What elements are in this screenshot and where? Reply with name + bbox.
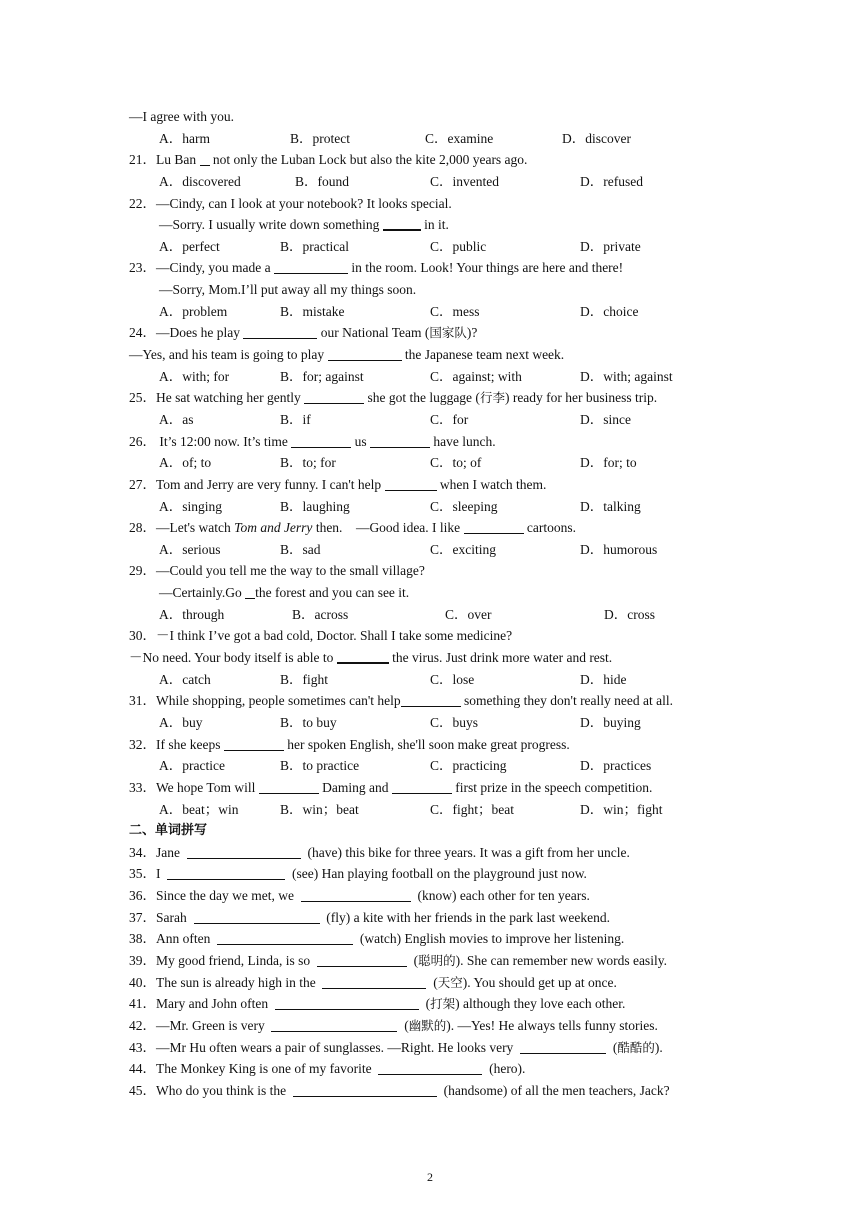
question-32-options: [129, 755, 739, 777]
option-d[interactable]: D．with; against: [580, 368, 673, 384]
question-23: 23．—Cindy, you made a in the room. Look! Your things are here and there!: [129, 260, 624, 276]
question-30: 30．－I think I’ve got a bad cold, Doctor. Shall I take some medicine?: [129, 628, 513, 644]
spelling-35: 35．I (see) Han playing football on the playground just now.: [129, 866, 587, 882]
question-29-options: [129, 604, 739, 626]
option-a[interactable]: A．practice: [159, 758, 225, 774]
option-d[interactable]: D．choice: [580, 303, 639, 319]
question-27: 27．Tom and Jerry are very funny. I can't help when I watch them.: [129, 476, 547, 492]
option-a[interactable]: A．discovered: [159, 173, 241, 189]
option-b[interactable]: B．win；beat: [280, 801, 359, 817]
spelling-38: 38．Ann often (watch) English movies to improve her listening.: [129, 931, 625, 947]
option-c[interactable]: C．examine: [425, 130, 494, 146]
spelling-41: 41．Mary and John often (打架) although they love each other.: [129, 996, 626, 1012]
option-c[interactable]: C．practicing: [430, 758, 507, 774]
option-b[interactable]: B．to; for: [280, 455, 336, 471]
option-d[interactable]: D．humorous: [580, 541, 658, 557]
option-a[interactable]: A．catch: [159, 671, 211, 687]
question-21-options: [129, 171, 739, 193]
option-a[interactable]: A．problem: [159, 303, 228, 319]
option-a[interactable]: A．perfect: [159, 238, 220, 254]
spelling-44: 44．The Monkey King is one of my favorite (hero).: [129, 1061, 526, 1077]
question-24-line2: —Yes, and his team is going to play the Japanese team next week.: [129, 347, 565, 363]
spelling-43: 43．—Mr Hu often wears a pair of sunglasses. —Right. He looks very (酷酷的).: [129, 1039, 663, 1055]
option-d[interactable]: D．since: [580, 411, 631, 427]
question-25-options: [129, 409, 739, 431]
option-d[interactable]: D．win；fight: [580, 801, 663, 817]
option-d[interactable]: D．buying: [580, 714, 641, 730]
question-31: 31．While shopping, people sometimes can't help something they don't really need at all.: [129, 693, 674, 709]
option-a[interactable]: A．serious: [159, 541, 221, 557]
question-28: 28．—Let's watch Tom and Jerry then. —Good idea. I like cartoons.: [129, 520, 577, 536]
option-c[interactable]: C．buys: [430, 714, 479, 730]
option-b[interactable]: B．mistake: [280, 303, 345, 319]
option-c[interactable]: C．for: [430, 411, 469, 427]
option-c[interactable]: C．mess: [430, 303, 480, 319]
question-23-line2: —Sorry, Mom.I’ll put away all my things soon.: [159, 282, 417, 298]
page-number: 2: [427, 1170, 433, 1184]
option-d[interactable]: D．talking: [580, 498, 641, 514]
option-b[interactable]: B．fight: [280, 671, 329, 687]
question-21: 21．Lu Ban not only the Luban Lock but also the kite 2,000 years ago.: [129, 152, 528, 168]
option-c[interactable]: C．invented: [430, 173, 499, 189]
option-a[interactable]: A．buy: [159, 714, 203, 730]
option-b[interactable]: B．practical: [280, 238, 349, 254]
option-c[interactable]: C．sleeping: [430, 498, 498, 514]
question-32: 32．If she keeps her spoken English, she'll soon make great progress.: [129, 736, 570, 752]
option-a[interactable]: A．with; for: [159, 368, 230, 384]
option-a[interactable]: A．harm: [159, 130, 210, 146]
option-c[interactable]: C．over: [445, 606, 492, 622]
question-26: 26． It’s 12:00 now. It’s time us have lunch.: [129, 433, 496, 449]
spelling-34: 34．Jane (have) this bike for three years. It was a gift from her uncle.: [129, 844, 630, 860]
option-d[interactable]: D．discover: [562, 130, 631, 146]
question-30-options: [129, 669, 739, 691]
option-a[interactable]: A．beat；win: [159, 801, 239, 817]
option-a[interactable]: A．of; to: [159, 455, 212, 471]
spelling-40: 40．The sun is already high in the (天空). You should get up at once.: [129, 974, 617, 990]
option-a[interactable]: A．singing: [159, 498, 223, 514]
question-31-options: [129, 712, 739, 734]
spelling-42: 42．—Mr. Green is very (幽默的). —Yes! He always tells funny stories.: [129, 1017, 658, 1033]
spelling-37: 37．Sarah (fly) a kite with her friends in the park last weekend.: [129, 909, 611, 925]
question-22: 22．—Cindy, can I look at your notebook? It looks special.: [129, 195, 452, 211]
option-a[interactable]: A．through: [159, 606, 225, 622]
exam-content: [129, 106, 739, 1101]
question-28-options: [129, 539, 739, 561]
question-26-options: [129, 452, 739, 474]
section-2-title: 二、单词拼写: [129, 823, 208, 839]
option-d[interactable]: D．cross: [604, 606, 655, 622]
option-d[interactable]: D．for; to: [580, 455, 637, 471]
question-22-line2: —Sorry. I usually write down something in it.: [159, 217, 449, 233]
option-c[interactable]: C．lose: [430, 671, 475, 687]
question-24-options: [129, 366, 739, 388]
question-23-options: [129, 301, 739, 323]
option-d[interactable]: D．refused: [580, 173, 643, 189]
option-b[interactable]: B．for; against: [280, 368, 364, 384]
question-29-line2: —Certainly.Go the forest and you can see it.: [159, 585, 410, 601]
option-d[interactable]: D．practices: [580, 758, 652, 774]
question-29: 29．—Could you tell me the way to the small village?: [129, 563, 425, 579]
option-a[interactable]: A．as: [159, 411, 194, 427]
question-20-options: [129, 128, 739, 150]
option-c[interactable]: C．public: [430, 238, 487, 254]
spelling-45: 45．Who do you think is the (handsome) of all the men teachers, Jack?: [129, 1082, 670, 1098]
option-c[interactable]: C．against; with: [430, 368, 522, 384]
option-b[interactable]: B．sad: [280, 541, 321, 557]
question-27-options: [129, 496, 739, 518]
option-c[interactable]: C．to; of: [430, 455, 482, 471]
option-b[interactable]: B．found: [295, 173, 349, 189]
question-22-options: [129, 236, 739, 258]
option-b[interactable]: B．laughing: [280, 498, 350, 514]
question-30-line2: －No need. Your body itself is able to the virus. Just drink more water and rest.: [129, 650, 613, 666]
question-24: 24．—Does he play our National Team (国家队)?: [129, 325, 478, 341]
option-b[interactable]: B．to practice: [280, 758, 360, 774]
question-20-tail: —I agree with you.: [129, 109, 234, 124]
option-c[interactable]: C．fight；beat: [430, 801, 514, 817]
question-33-options: [129, 799, 739, 821]
question-33: 33．We hope Tom will Daming and first prize in the speech competition.: [129, 779, 653, 795]
question-25: 25．He sat watching her gently she got the luggage (行李) ready for her business trip.: [129, 390, 658, 406]
option-b[interactable]: B．protect: [290, 130, 350, 146]
option-b[interactable]: B．if: [280, 411, 311, 427]
spelling-39: 39．My good friend, Linda, is so (聪明的). She can remember new words easily.: [129, 952, 667, 968]
option-d[interactable]: D．private: [580, 238, 641, 254]
option-b[interactable]: B．to buy: [280, 714, 337, 730]
option-d[interactable]: D．hide: [580, 671, 627, 687]
option-c[interactable]: C．exciting: [430, 541, 496, 557]
spelling-36: 36．Since the day we met, we (know) each other for ten years.: [129, 888, 590, 904]
option-b[interactable]: B．across: [292, 606, 349, 622]
